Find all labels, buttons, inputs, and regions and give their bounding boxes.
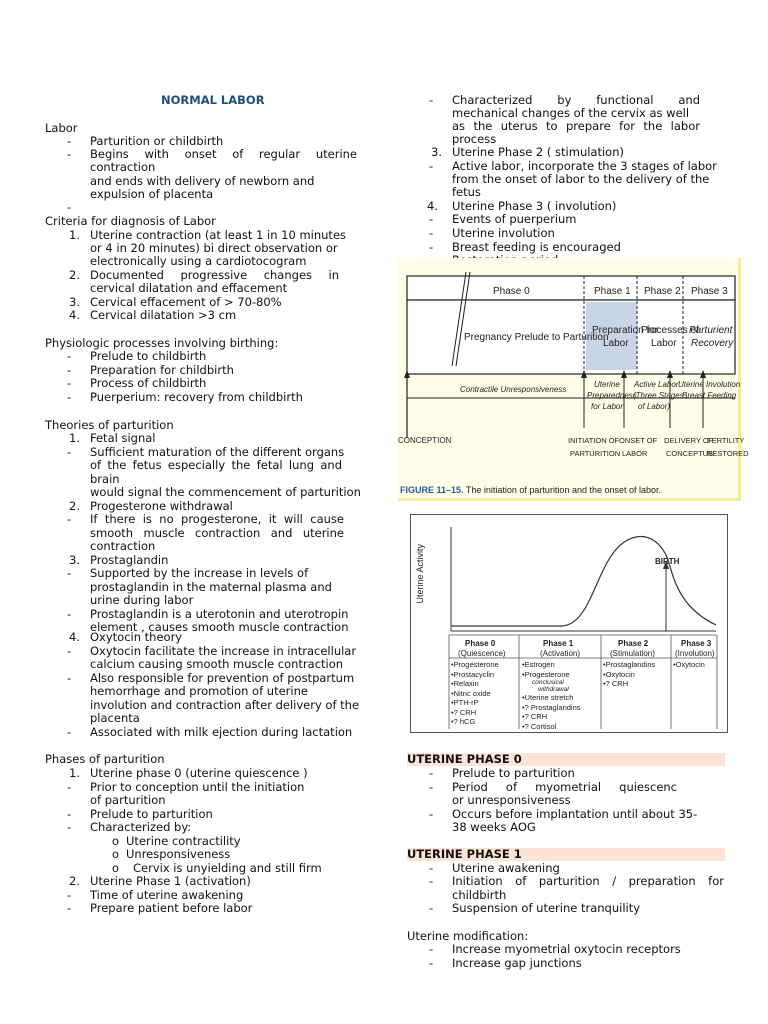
list-item: Uterine Phase 3 ( involution) xyxy=(452,199,617,213)
list-item: Active labor, incorporate the 3 stages of labor xyxy=(452,159,717,173)
table-subheader: (Involution) xyxy=(675,649,715,658)
bottom-label: FERTILITY xyxy=(707,436,745,445)
list-item: would signal the commencement of parturition xyxy=(90,485,361,499)
list-item: prostaglandin in the maternal plasma and xyxy=(90,580,332,594)
list-item: Uterine phase 0 (uterine quiescence ) xyxy=(90,766,308,780)
mid-label: for Labor xyxy=(591,402,624,411)
dash: - xyxy=(429,861,434,875)
list-item: Cervical effacement of > 70-80% xyxy=(90,295,282,309)
list-item: from the onset of labor to the delivery of the xyxy=(452,172,710,186)
list-item: as the uterus to prepare for the labor xyxy=(452,119,700,133)
dash: - xyxy=(67,780,72,794)
list-item: Uterine awakening xyxy=(452,861,560,875)
list-item: Fetal signal xyxy=(90,431,156,445)
list-item: Initiation of parturition / preparation for xyxy=(452,874,724,888)
dash: - xyxy=(67,349,72,363)
box-label: Recovery xyxy=(691,338,734,349)
list-item: Time of uterine awakening xyxy=(90,888,244,902)
list-item: Events of puerperium xyxy=(452,212,577,226)
bottom-label: DELIVERY OF xyxy=(664,436,714,445)
list-item: Uterine Phase 1 (activation) xyxy=(90,874,251,888)
list-item: Sufficient maturation of the different organs xyxy=(90,445,345,459)
table-subheader: (Stimulation) xyxy=(610,649,655,658)
table-cell: •Prostaglandins •Oxytocin •? CRH xyxy=(603,660,656,688)
list-item: Progesterone withdrawal xyxy=(90,499,233,513)
list-item: Occurs before implantation until about 35- xyxy=(452,807,698,821)
list-item: Prostaglandin xyxy=(90,553,169,567)
dash: - xyxy=(429,93,434,107)
box-label: Labor xyxy=(651,338,677,349)
figure-uterine-activity xyxy=(410,514,728,733)
bullet: o xyxy=(112,834,120,848)
phase-label: Phase 3 xyxy=(691,286,728,297)
list-item: childbirth xyxy=(452,888,507,902)
dash: - xyxy=(67,820,72,834)
list-item: calcium causing smooth muscle contraction xyxy=(90,657,344,671)
bottom-label: ONSET OF xyxy=(619,436,658,445)
num: 3. xyxy=(69,295,80,309)
list-item: electronically using a cardiotocogram xyxy=(90,254,307,268)
list-item: Uterine involution xyxy=(452,226,555,240)
list-item: Documented progressive changes in xyxy=(90,268,339,282)
mid-label: Breast Feeding xyxy=(682,391,737,400)
mid-label: Active Labor xyxy=(634,380,679,389)
list-item: Prostaglandin is a uterotonin and uterotropin xyxy=(90,607,349,621)
theories-heading: Theories of parturition xyxy=(45,418,174,432)
list-item: involution and contraction after delivery of the xyxy=(90,698,360,712)
list-item: hemorrhage and promotion of uterine xyxy=(90,684,308,698)
dash: - xyxy=(67,644,72,658)
figure-caption xyxy=(400,484,661,497)
dash: - xyxy=(67,147,72,161)
list-item: Prelude to parturition xyxy=(452,766,575,780)
y-axis-label: Uterine Activity xyxy=(415,543,426,604)
mid-label: of Labor) xyxy=(638,402,671,411)
list-item: Characterized by functional and xyxy=(452,93,700,107)
list-item: or 4 in 20 minutes) bi direct observation or xyxy=(90,241,338,255)
num: 1. xyxy=(69,228,80,242)
dash: - xyxy=(67,512,72,526)
table-subheader: (Activation) xyxy=(540,649,581,658)
dash: - xyxy=(429,780,434,794)
dash: - xyxy=(67,725,72,739)
box-label: Labor xyxy=(603,338,629,349)
dash: - xyxy=(429,874,434,888)
dash: - xyxy=(67,807,72,821)
table-header: Phase 0 xyxy=(465,639,496,648)
num: 4. xyxy=(69,308,80,322)
dash: - xyxy=(67,134,72,148)
table-header: Phase 2 xyxy=(618,639,649,648)
mid-label: Uterine xyxy=(594,380,620,389)
dash: - xyxy=(429,766,434,780)
phases-heading: Phases of parturition xyxy=(45,752,165,766)
dash: - xyxy=(67,363,72,377)
list-item: Associated with milk ejection during lactation xyxy=(90,725,353,739)
list-item: process xyxy=(452,132,497,146)
bottom-label: CONCEPTUS xyxy=(666,449,714,458)
criteria-heading: Criteria for diagnosis of Labor xyxy=(45,214,216,228)
list-item: Oxytocin facilitate the increase in intracellular xyxy=(90,644,357,658)
mid-label: Contractile Unresponsiveness xyxy=(460,385,567,394)
dash: - xyxy=(429,226,434,240)
list-item: element , causes smooth muscle contraction xyxy=(90,620,349,634)
box-label: Parturient xyxy=(689,325,733,336)
list-item: Prepare patient before labor xyxy=(90,901,253,915)
list-item: of parturition xyxy=(90,793,166,807)
list-item: contraction xyxy=(90,539,156,553)
modification-heading: Uterine modification: xyxy=(407,929,529,943)
list-item: Increase gap junctions xyxy=(452,956,582,970)
list-item: Supported by the increase in levels of xyxy=(90,566,309,580)
list-item: Cervix is unyielding and still firm xyxy=(133,861,322,875)
phase0-heading: UTERINE PHASE 0 xyxy=(407,753,725,766)
list-item: Prelude to childbirth xyxy=(90,349,207,363)
bullet: o xyxy=(112,847,120,861)
dash: - xyxy=(67,566,72,580)
box-label: Processes of xyxy=(641,325,699,336)
dash: - xyxy=(67,200,72,214)
dash: - xyxy=(67,671,72,685)
list-item: Suspension of uterine tranquility xyxy=(452,901,641,915)
page-title: NORMAL LABOR xyxy=(161,93,265,107)
dash: - xyxy=(67,607,72,621)
list-item: cervical dilatation and effacement xyxy=(90,281,288,295)
list-item: Preparation for childbirth xyxy=(90,363,234,377)
labor-heading: Labor xyxy=(45,121,78,135)
phase-label: Phase 0 xyxy=(493,286,530,297)
num: 4. xyxy=(427,199,438,213)
list-item: Prior to conception until the initiation xyxy=(90,780,305,794)
box-label: Preparation for xyxy=(592,325,659,336)
list-item: Characterized by: xyxy=(90,820,192,834)
dash: - xyxy=(429,807,434,821)
list-item: Oxytocin theory xyxy=(90,630,183,644)
list-item: or unresponsiveness xyxy=(452,793,571,807)
bottom-label: CONCEPTION xyxy=(398,436,452,445)
list-item: Prelude to parturition xyxy=(90,807,213,821)
list-item: Puerperium: recovery from childbirth xyxy=(90,390,303,404)
list-item: Uterine contractility xyxy=(126,834,241,848)
caption-text: The initiation of parturition and the onset of labor. xyxy=(465,485,662,495)
list-item: Period of myometrial quiescenc xyxy=(452,780,677,794)
caption-label: FIGURE 11–15. xyxy=(400,485,464,495)
dash: - xyxy=(429,159,434,173)
list-item: Begins with onset of regular uterine xyxy=(90,147,357,161)
list-item: of the fetus especially the fetal lung and xyxy=(90,458,342,472)
dash: - xyxy=(429,956,434,970)
list-item: Increase myometrial oxytocin receptors xyxy=(452,942,681,956)
birth-label: BIRTH xyxy=(655,557,680,566)
list-item: Process of childbirth xyxy=(90,376,207,390)
list-item: Unresponsiveness xyxy=(126,847,231,861)
table-header: Phase 1 xyxy=(543,639,574,648)
num: 4. xyxy=(69,630,80,644)
num: 3. xyxy=(69,553,80,567)
list-item: Cervical dilatation >3 cm xyxy=(90,308,237,322)
physio-heading: Physiologic processes involving birthing: xyxy=(45,336,279,350)
table-subheader: (Quiescence) xyxy=(458,649,506,658)
table-cell: •Progesterone •Prostacyclin •Relaxin •Nitric oxide •PTH-rP •? CRH •? hCG xyxy=(451,660,499,726)
dash: - xyxy=(429,901,434,915)
list-item: Breast feeding is encouraged xyxy=(452,240,621,254)
bullet: o xyxy=(112,861,120,875)
list-item: Also responsible for prevention of postpartum xyxy=(90,671,355,685)
dash: - xyxy=(67,888,72,902)
list-item: Uterine Phase 2 ( stimulation) xyxy=(452,145,624,159)
dash: - xyxy=(429,942,434,956)
bottom-label: RESTORED xyxy=(707,449,749,458)
dash: - xyxy=(429,212,434,226)
bottom-label: INITIATION OF xyxy=(568,436,620,445)
num: 3. xyxy=(431,145,442,159)
mid-label: Preparedness xyxy=(587,391,637,400)
num: 1. xyxy=(69,431,80,445)
dash: - xyxy=(67,376,72,390)
list-item: brain xyxy=(90,472,120,486)
dash: - xyxy=(429,240,434,254)
list-item: fetus xyxy=(452,185,481,199)
bottom-label: LABOR xyxy=(622,449,648,458)
num: 1. xyxy=(69,766,80,780)
dash: - xyxy=(67,390,72,404)
list-item: and ends with delivery of newborn and xyxy=(90,174,315,188)
list-item: placenta xyxy=(90,711,140,725)
table-header: Phase 3 xyxy=(681,639,712,648)
list-item: If there is no progesterone, it will cause xyxy=(90,512,344,526)
list-item: Parturition or childbirth xyxy=(90,134,224,148)
dash: - xyxy=(67,445,72,459)
num: 2. xyxy=(69,874,80,888)
list-item: Uterine contraction (at least 1 in 10 minutes xyxy=(90,228,347,242)
phase1-heading: UTERINE PHASE 1 xyxy=(407,848,725,861)
phase-label: Phase 1 xyxy=(594,286,631,297)
dash: - xyxy=(67,901,72,915)
list-item: contraction xyxy=(90,160,156,174)
mid-label: (Three Stages xyxy=(633,391,684,400)
phase-label: Phase 2 xyxy=(644,286,681,297)
table-cell: •Oxytocin xyxy=(673,660,705,669)
table-cell: •Estrogen •Progesterone conclusical withdrawal •Uterine stretch •? Prostaglandins •? CRH •? Cortisol xyxy=(522,660,581,731)
num: 2. xyxy=(69,499,80,513)
list-item: urine during labor xyxy=(90,593,194,607)
num: 2. xyxy=(69,268,80,282)
box-label: Pregnancy Prelude to Parturition xyxy=(464,332,609,343)
list-item: expulsion of placenta xyxy=(90,187,214,201)
list-item: 38 weeks AOG xyxy=(452,820,536,834)
list-item: smooth muscle contraction and uterine xyxy=(90,526,344,540)
mid-label: Uterine Involution xyxy=(678,380,741,389)
list-item: mechanical changes of the cervix as well xyxy=(452,106,690,120)
figure-initiation-parturition xyxy=(398,258,749,501)
bottom-label: PARTURITION xyxy=(570,449,621,458)
